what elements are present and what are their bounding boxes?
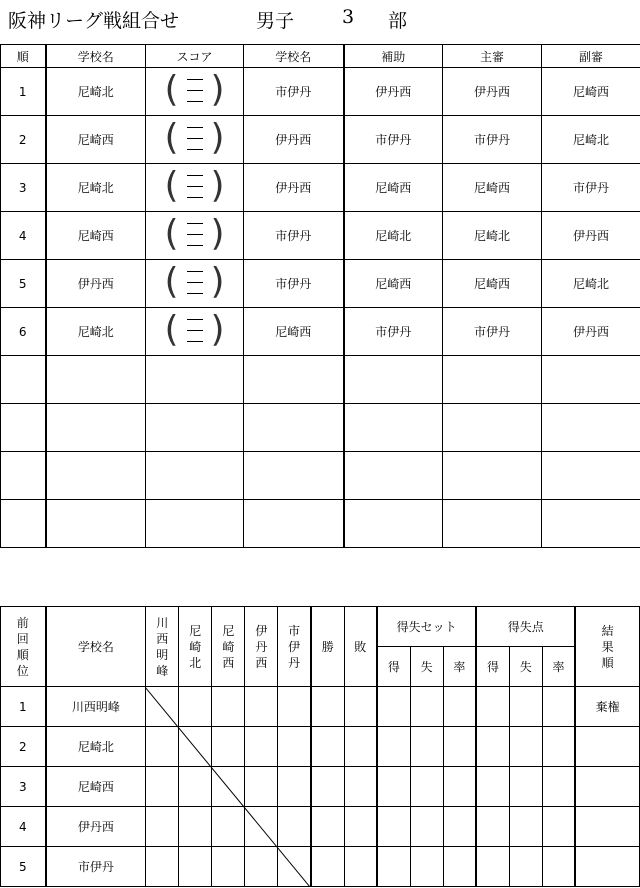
schedule-empty-row — [1, 452, 640, 500]
prev-rank: 3 — [1, 767, 46, 807]
standings-row — [1, 807, 640, 847]
losses-cell[interactable] — [344, 727, 377, 767]
team-1: 尼崎北 — [46, 68, 146, 116]
title-gender: 男子 — [256, 10, 295, 32]
score-dash — [187, 293, 203, 294]
point-against-cell[interactable] — [509, 687, 542, 727]
schedule-row — [1, 308, 640, 356]
set-for-cell[interactable] — [377, 687, 410, 727]
set-against-cell[interactable] — [410, 847, 443, 887]
point-rate-cell[interactable] — [542, 767, 575, 807]
losses-cell[interactable] — [344, 687, 377, 727]
main-referee: 伊丹西 — [443, 68, 542, 116]
standings-row — [1, 847, 640, 887]
sub-referee: 市伊丹 — [542, 164, 640, 212]
score-brackets — [165, 167, 225, 205]
match-result-cell[interactable] — [179, 687, 212, 727]
match-order: 1 — [1, 68, 46, 116]
match-order: 2 — [1, 116, 46, 164]
empty-cell[interactable] — [344, 452, 443, 500]
standings-row — [1, 687, 640, 727]
left-bracket: ( — [164, 117, 179, 158]
result-rank[interactable] — [575, 767, 639, 807]
point-rate-cell[interactable] — [542, 727, 575, 767]
school-name: 尼崎北 — [46, 727, 146, 767]
schedule-row — [1, 164, 640, 212]
point-against-cell[interactable] — [509, 847, 542, 887]
school-name: 尼崎西 — [46, 767, 146, 807]
empty-cell[interactable] — [146, 452, 244, 500]
empty-cell[interactable] — [443, 356, 542, 404]
score-dash — [187, 175, 203, 176]
header-order: 順 — [1, 45, 46, 68]
score-dash — [187, 138, 203, 139]
score-dash — [187, 149, 203, 150]
score-dash — [187, 282, 203, 283]
point-for-cell[interactable] — [476, 687, 509, 727]
header-school-2: 学校名 — [244, 45, 344, 68]
point-against-cell[interactable] — [509, 807, 542, 847]
title-number: 3 — [342, 6, 355, 28]
result-rank[interactable] — [575, 727, 639, 767]
score-cell[interactable] — [146, 116, 244, 164]
wins-cell[interactable] — [311, 727, 344, 767]
team-1: 尼崎西 — [46, 116, 146, 164]
empty-cell[interactable] — [244, 404, 344, 452]
set-rate-cell[interactable] — [443, 687, 476, 727]
school-name: 伊丹西 — [46, 807, 146, 847]
aux-referee: 市伊丹 — [344, 308, 443, 356]
header-prev-rank: 前 回 順 位 — [1, 607, 46, 687]
match-result-cell[interactable] — [146, 807, 179, 847]
team-1: 伊丹西 — [46, 260, 146, 308]
header-point-rate: 率 — [542, 647, 575, 687]
losses-cell[interactable] — [344, 847, 377, 887]
empty-cell[interactable] — [244, 356, 344, 404]
set-for-cell[interactable] — [377, 767, 410, 807]
header-opponent-2: 尼 崎 北 — [179, 607, 212, 687]
sub-referee: 尼崎北 — [542, 260, 640, 308]
team-1: 尼崎北 — [46, 308, 146, 356]
left-bracket: ( — [164, 165, 179, 206]
header-point-group: 得失点 — [476, 607, 575, 647]
header-aux: 補助 — [344, 45, 443, 68]
score-dash — [187, 271, 203, 272]
empty-cell[interactable] — [146, 356, 244, 404]
set-rate-cell[interactable] — [443, 767, 476, 807]
header-school: 学校名 — [46, 607, 146, 687]
match-result-cell[interactable] — [179, 807, 212, 847]
match-result-cell[interactable] — [179, 727, 212, 767]
result-rank[interactable]: 棄権 — [575, 687, 639, 727]
wins-cell[interactable] — [311, 687, 344, 727]
wins-cell[interactable] — [311, 807, 344, 847]
match-result-cell[interactable] — [245, 727, 278, 767]
losses-cell[interactable] — [344, 807, 377, 847]
score-brackets — [165, 119, 225, 157]
match-result-cell[interactable] — [245, 847, 278, 887]
empty-cell[interactable] — [1, 404, 46, 452]
standings-row — [1, 727, 640, 767]
schedule-row — [1, 116, 640, 164]
header-point-for: 得 — [476, 647, 509, 687]
empty-cell[interactable] — [1, 356, 46, 404]
wins-cell[interactable] — [311, 847, 344, 887]
set-against-cell[interactable] — [410, 767, 443, 807]
header-school-1: 学校名 — [46, 45, 146, 68]
team-2: 市伊丹 — [244, 212, 344, 260]
empty-cell[interactable] — [443, 404, 542, 452]
match-result-cell[interactable] — [146, 847, 179, 887]
sub-referee: 伊丹西 — [542, 212, 640, 260]
wins-cell[interactable] — [311, 767, 344, 807]
title-main: 阪神リーグ戦組合せ — [8, 10, 180, 32]
left-bracket: ( — [164, 309, 179, 350]
prev-rank: 4 — [1, 807, 46, 847]
score-dash — [187, 79, 203, 80]
prev-rank: 2 — [1, 727, 46, 767]
score-dash — [187, 186, 203, 187]
point-rate-cell[interactable] — [542, 687, 575, 727]
aux-referee: 尼崎北 — [344, 212, 443, 260]
schedule-table — [0, 44, 640, 548]
right-bracket: ) — [210, 213, 225, 254]
set-against-cell[interactable] — [410, 727, 443, 767]
team-2: 市伊丹 — [244, 68, 344, 116]
right-bracket: ) — [210, 309, 225, 350]
score-brackets — [165, 263, 225, 301]
school-name: 市伊丹 — [46, 847, 146, 887]
match-result-cell[interactable] — [245, 807, 278, 847]
sub-referee: 伊丹西 — [542, 308, 640, 356]
match-order: 3 — [1, 164, 46, 212]
point-for-cell[interactable] — [476, 767, 509, 807]
point-for-cell[interactable] — [476, 807, 509, 847]
match-result-cell[interactable] — [278, 767, 311, 807]
score-cell[interactable] — [146, 164, 244, 212]
empty-cell[interactable] — [443, 500, 542, 548]
left-bracket: ( — [164, 213, 179, 254]
standings-table — [0, 606, 640, 887]
empty-cell[interactable] — [146, 404, 244, 452]
score-dash — [187, 245, 203, 246]
right-bracket: ) — [210, 69, 225, 110]
match-order: 6 — [1, 308, 46, 356]
set-rate-cell[interactable] — [443, 727, 476, 767]
main-referee: 尼崎北 — [443, 212, 542, 260]
match-result-cell[interactable] — [179, 767, 212, 807]
match-result-cell[interactable] — [245, 687, 278, 727]
title-division: 部 — [388, 10, 408, 32]
result-rank[interactable] — [575, 847, 639, 887]
match-result-cell[interactable] — [212, 687, 245, 727]
point-rate-cell[interactable] — [542, 847, 575, 887]
main-referee: 市伊丹 — [443, 116, 542, 164]
set-for-cell[interactable] — [377, 727, 410, 767]
left-bracket: ( — [164, 69, 179, 110]
score-dash — [187, 101, 203, 102]
point-for-cell[interactable] — [476, 727, 509, 767]
main-referee: 尼崎西 — [443, 164, 542, 212]
school-name: 川西明峰 — [46, 687, 146, 727]
left-bracket: ( — [164, 261, 179, 302]
score-dash — [187, 127, 203, 128]
header-loss: 敗 — [344, 607, 377, 687]
match-result-cell[interactable] — [212, 847, 245, 887]
match-result-cell[interactable] — [146, 727, 179, 767]
empty-cell[interactable] — [344, 404, 443, 452]
match-result-cell[interactable] — [212, 767, 245, 807]
header-opponent-1: 川 西 明 峰 — [146, 607, 179, 687]
score-dash — [187, 330, 203, 331]
right-bracket: ) — [210, 165, 225, 206]
empty-cell[interactable] — [542, 356, 640, 404]
match-result-cell[interactable] — [179, 847, 212, 887]
match-order: 5 — [1, 260, 46, 308]
empty-cell[interactable] — [46, 452, 146, 500]
prev-rank: 1 — [1, 687, 46, 727]
empty-cell[interactable] — [542, 500, 640, 548]
header-sub-ref: 副審 — [542, 45, 640, 68]
set-against-cell[interactable] — [410, 807, 443, 847]
score-dash — [187, 90, 203, 91]
point-against-cell[interactable] — [509, 727, 542, 767]
team-2: 尼崎西 — [244, 308, 344, 356]
empty-cell[interactable] — [244, 500, 344, 548]
aux-referee: 尼崎西 — [344, 164, 443, 212]
set-for-cell[interactable] — [377, 847, 410, 887]
score-dash — [187, 223, 203, 224]
score-cell[interactable] — [146, 68, 244, 116]
match-result-cell[interactable] — [278, 807, 311, 847]
match-result-cell[interactable] — [212, 727, 245, 767]
header-opponent-5: 市 伊 丹 — [278, 607, 311, 687]
match-result-cell[interactable] — [212, 807, 245, 847]
sub-referee: 尼崎北 — [542, 116, 640, 164]
header-set-rate: 率 — [443, 647, 476, 687]
header-opponent-4: 伊 丹 西 — [245, 607, 278, 687]
empty-cell[interactable] — [542, 404, 640, 452]
header-opponent-3: 尼 崎 西 — [212, 607, 245, 687]
header-score: スコア — [146, 45, 244, 68]
team-2: 伊丹西 — [244, 164, 344, 212]
result-rank[interactable] — [575, 807, 639, 847]
match-result-cell[interactable] — [278, 847, 311, 887]
empty-cell[interactable] — [344, 500, 443, 548]
empty-cell[interactable] — [344, 356, 443, 404]
score-brackets — [165, 215, 225, 253]
aux-referee: 伊丹西 — [344, 68, 443, 116]
main-referee: 尼崎西 — [443, 260, 542, 308]
team-2: 市伊丹 — [244, 260, 344, 308]
match-result-cell[interactable] — [245, 767, 278, 807]
empty-cell[interactable] — [46, 404, 146, 452]
empty-cell[interactable] — [46, 500, 146, 548]
schedule-row — [1, 68, 640, 116]
empty-cell[interactable] — [244, 452, 344, 500]
point-against-cell[interactable] — [509, 767, 542, 807]
set-rate-cell[interactable] — [443, 807, 476, 847]
match-result-cell[interactable] — [278, 687, 311, 727]
right-bracket: ) — [210, 117, 225, 158]
score-cell[interactable] — [146, 212, 244, 260]
set-rate-cell[interactable] — [443, 847, 476, 887]
score-brackets — [165, 311, 225, 349]
schedule-row — [1, 212, 640, 260]
standings-row — [1, 767, 640, 807]
schedule-empty-row — [1, 356, 640, 404]
team-1: 尼崎北 — [46, 164, 146, 212]
schedule-empty-row — [1, 500, 640, 548]
set-for-cell[interactable] — [377, 807, 410, 847]
empty-cell[interactable] — [443, 452, 542, 500]
empty-cell[interactable] — [46, 356, 146, 404]
header-result: 結 果 順 — [575, 607, 639, 687]
header-set-against: 失 — [410, 647, 443, 687]
empty-cell[interactable] — [146, 500, 244, 548]
header-point-against: 失 — [509, 647, 542, 687]
empty-cell[interactable] — [1, 500, 46, 548]
team-2: 伊丹西 — [244, 116, 344, 164]
prev-rank: 5 — [1, 847, 46, 887]
empty-cell[interactable] — [1, 452, 46, 500]
match-result-cell[interactable] — [278, 727, 311, 767]
schedule-row — [1, 260, 640, 308]
set-against-cell[interactable] — [410, 687, 443, 727]
point-rate-cell[interactable] — [542, 807, 575, 847]
right-bracket: ) — [210, 261, 225, 302]
aux-referee: 尼崎西 — [344, 260, 443, 308]
header-win: 勝 — [311, 607, 344, 687]
score-dash — [187, 234, 203, 235]
score-cell[interactable] — [146, 308, 244, 356]
match-order: 4 — [1, 212, 46, 260]
score-dash — [187, 319, 203, 320]
losses-cell[interactable] — [344, 767, 377, 807]
main-referee: 市伊丹 — [443, 308, 542, 356]
schedule-header-row — [1, 45, 640, 68]
standings-header-row-1 — [1, 607, 640, 647]
sub-referee: 尼崎西 — [542, 68, 640, 116]
match-result-cell[interactable] — [146, 687, 179, 727]
score-cell[interactable] — [146, 260, 244, 308]
aux-referee: 市伊丹 — [344, 116, 443, 164]
schedule-empty-row — [1, 404, 640, 452]
header-set-for: 得 — [377, 647, 410, 687]
point-for-cell[interactable] — [476, 847, 509, 887]
team-1: 尼崎西 — [46, 212, 146, 260]
header-main-ref: 主審 — [443, 45, 542, 68]
score-dash — [187, 341, 203, 342]
page-title — [8, 4, 628, 34]
score-dash — [187, 197, 203, 198]
header-set-group: 得失セット — [377, 607, 476, 647]
match-result-cell[interactable] — [146, 767, 179, 807]
empty-cell[interactable] — [542, 452, 640, 500]
score-brackets — [165, 71, 225, 109]
